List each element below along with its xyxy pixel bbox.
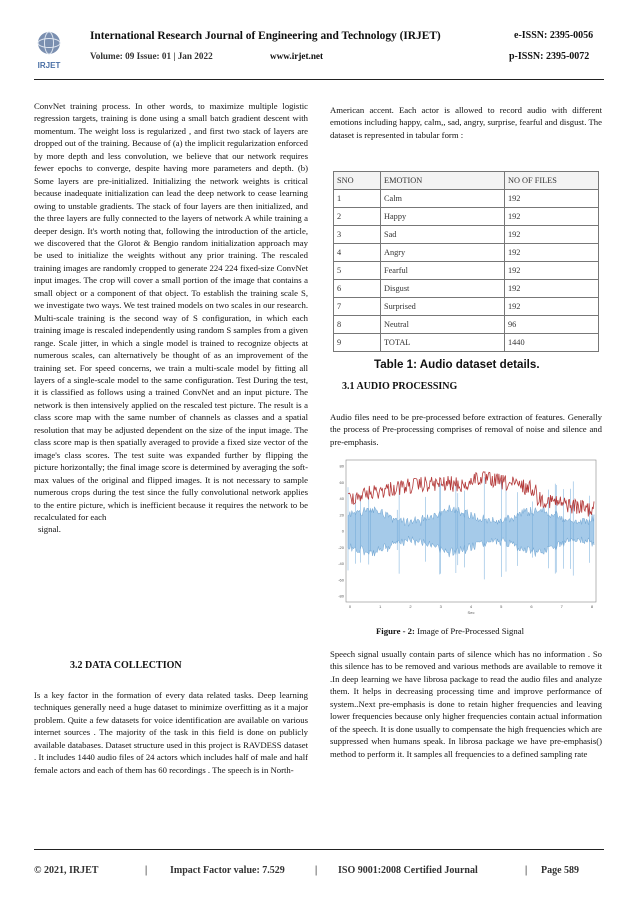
y-tick-label: 20 [339,512,344,518]
x-axis-label: Sec [467,610,475,615]
x-tick-label: 3 [439,604,442,609]
y-tick-label: -40 [338,561,344,566]
right-paragraph-3: Speech signal usually contain parts of silence which has no information . So this silence has to be removed and various methods are available to remove it .In deep learning we have librosa package to read the audio files and analyze them. It helps in decreasing processing time and improve performance of system..Next pre-emphasis is done to retain higher frequencies and leaving lower frequencies because only higher frequencies contain actual information of the speech. It is done usually to compensate the high frequencies which are suppressed when humans speak. In librosa package we have pre-emphasis() method to perform it. It samples all frequencies to a defined sampling rate [330,649,602,759]
table-cell: 192 [505,298,599,316]
x-axis-ticks [349,604,594,609]
right-paragraph-1: American accent. Each actor is allowed to record audio with different emotions including happy, calm,, sad, angry, surprise, fearful and disgust. The dataset is represented in tabular form : [330,105,602,140]
table-cell: Angry [381,244,505,262]
table-cell: Calm [381,190,505,208]
table-header-sno: SNO [334,172,381,190]
table-cell: 3 [334,226,381,244]
table-cell: 192 [505,190,599,208]
y-axis-ticks [338,464,345,599]
table-header-emotion: EMOTION [381,172,505,190]
table-cell: 6 [334,280,381,298]
table-cell: 192 [505,262,599,280]
y-tick-label: 80 [339,463,344,469]
table-row [334,190,599,208]
right-paragraph-2-block [330,411,602,448]
table-cell: 1440 [505,334,599,352]
x-tick-label: 4 [469,604,473,609]
table-cell: 9 [334,334,381,352]
left-paragraph-1: ConvNet training process. In other words, to maximize multiple logistic regression targets, training is done using a small batch gradient descent with momentum. The weight loss is regularized , and first two stack of layers are dropped out of the training. Because of (a) the implicit regularization enforced by more depth and less convolution, we believe that our network requires fewer epochs to converge, despite having more parameters and depth. (b) Some layers are pre-initialized. Initializing the network weights is critical because inadequate initialization can lead the deep network to cease learning owing to unstable gradients. The stack of four layers are then initialized, and the three layers are fully connected to the layers of network A while training a deeper design. It's worth noting that, following the introduction of the article, we discovered that the Glorot & Bengio random initialization approach may be used to initialize the weights without any prior training. The rescaled training images are randomly cropped to generate 224 224 fixed-size ConvNet input images. The crop will cover a small portion of the image that contains a small object or a component of that object. To establish the training scale S, we investigate two ways. We test trained models on two scales in our research. Multi-scale training is the second way of S configuration, in which each training image is rescaled independently using random S samples from a given range. Scale jitter, in which a single model is trained to recognize objects at numerous scales, can alternatively be thought of as an improvement of the training set. For speed concerns, we train a multi-scale model by fitting all layers of a single-scale model to the same configuration. Test During the test, it is classified as follows using a trained ConvNet and an input picture. The network is then intensively applied on the rescaled test picture. The result is a class score map with the same number of channels as classes and a spatial resolution that may be adjusted dependent on the size of the input image. The class score map is then spatially averaged to provide a fixed size vector of the image's class scores. The test suite was expanded further by flipping the picture horizontally; the final image score is determined by averaging the soft-max values of the original and flipped images. It is not necessary to sample numerous crops during the test since the fully convolutional network applies to the entire picture, which is inefficient because it requires the network to be recalculated for each [34,101,308,522]
journal-website[interactable]: www.irjet.net [270,51,324,61]
table-row [334,334,599,352]
y-tick-label: 60 [339,479,344,485]
table-cell: 192 [505,226,599,244]
y-tick-label: 0 [341,528,344,534]
table-cell: 1 [334,190,381,208]
table-row [334,316,599,334]
left-paragraph-2-block [34,689,308,776]
table-row [334,244,599,262]
table-cell: 7 [334,298,381,316]
table-cell: 192 [505,280,599,298]
table-row [334,208,599,226]
y-tick-label: -20 [338,544,344,550]
footer-iso: ISO 9001:2008 Certified Journal [338,865,478,876]
y-tick-label: 40 [339,496,344,501]
figure-caption-text: Image of Pre-Processed Signal [414,626,524,636]
table-cell: Sad [381,226,505,244]
footer-page-number: Page 589 [541,865,580,876]
x-tick-label: 6 [530,604,533,609]
footer-impact-factor: Impact Factor value: 7.529 [170,865,285,876]
table-cell: 96 [505,316,599,334]
right-paragraph-3-block [330,648,602,760]
x-tick-label: 8 [590,604,594,609]
header-rule [34,79,604,80]
volume-issue: Volume: 09 Issue: 01 | Jan 2022 [90,51,213,61]
figure-caption [376,626,524,636]
table-header-files: NO OF FILES [505,172,599,190]
irjet-logo [34,30,64,76]
table-cell: Surprised [381,298,505,316]
right-paragraph-1-block [330,104,602,141]
footer-separator: | [315,865,318,876]
table-header-row [334,172,599,190]
table-cell: Disgust [381,280,505,298]
x-tick-label: 5 [500,604,503,609]
table-row [334,298,599,316]
x-tick-label: 2 [409,604,412,609]
table-cell: 5 [334,262,381,280]
left-paragraph-2: Is a key factor in the formation of every data related tasks. Deep learning techniques generally need a huge dataset to minimize overfitting as it a major problem. Quite a few datasets for voice identification are available on various internet sources . The majority of the task in this field is done on publicly available databases. Dataset structure used in this project is RAVDESS dataset . It includes 1440 audio files of 24 actors which includes half of male and half female actors and each of them has 60 recordings . The speech is in North- [34,690,308,775]
table-cell: Neutral [381,316,505,334]
footer-rule [34,849,604,850]
x-tick-label: 7 [560,604,563,609]
figure-caption-label: Figure - 2: [376,626,415,636]
table-cell: Happy [381,208,505,226]
table-row [334,280,599,298]
table-caption: Table 1: Audio dataset details. [374,358,540,371]
table-cell: Fearful [381,262,505,280]
e-issn: e-ISSN: 2395-0056 [514,30,594,41]
audio-dataset-table [333,171,599,352]
left-column [34,100,308,536]
table-cell: 192 [505,208,599,226]
x-tick-label: 0 [348,604,352,609]
x-tick-label: 1 [379,604,382,609]
left-paragraph-1-end: signal. [38,524,61,535]
section-heading-data-collection: 3.2 DATA COLLECTION [70,660,182,671]
table-cell: 192 [505,244,599,262]
section-heading-audio-processing: 3.1 AUDIO PROCESSING [342,381,458,392]
p-issn: p-ISSN: 2395-0072 [509,51,590,62]
table-row [334,226,599,244]
table-cell: TOTAL [381,334,505,352]
table-cell: 2 [334,208,381,226]
table-cell: 4 [334,244,381,262]
y-tick-label: -80 [338,593,344,599]
footer-separator: | [145,865,148,876]
y-tick-label: -60 [338,577,344,583]
footer-copyright: © 2021, IRJET [34,865,99,876]
journal-title: International Research Journal of Engineering and Technology (IRJET) [90,30,441,42]
table-cell: 8 [334,316,381,334]
logo-text: IRJET [37,61,61,70]
footer-separator: | [525,865,528,876]
right-paragraph-2: Audio files need to be pre-processed before extraction of features. Generally the process of Pre-processing comprises of removal of noise and silence and pre-emphasis. [330,412,602,447]
preprocessed-signal-figure [332,456,602,618]
table-row [334,262,599,280]
